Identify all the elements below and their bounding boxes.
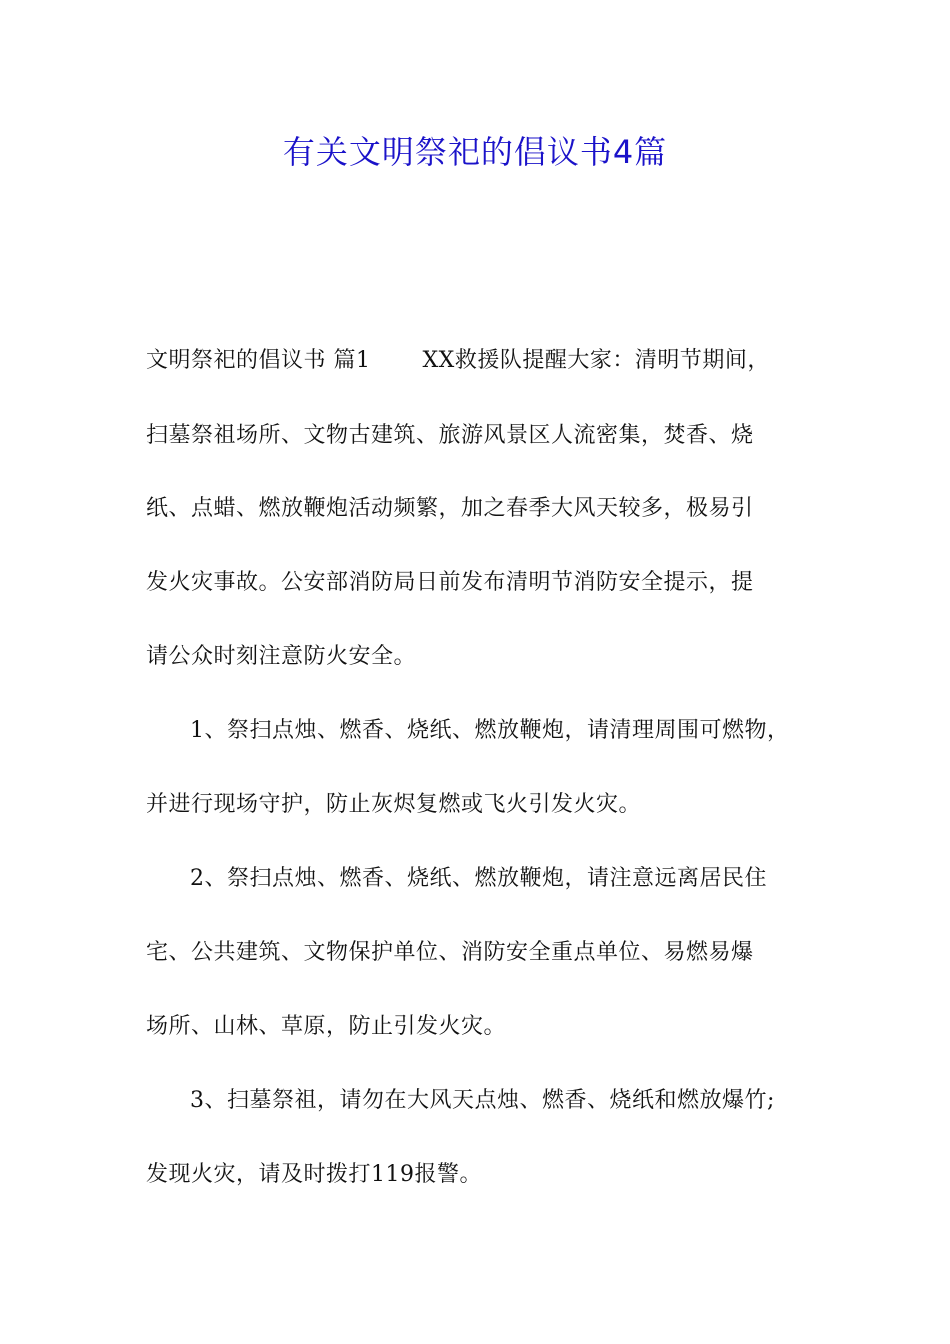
- paragraph-line-4: 发火灾事故。公安部消防局日前发布清明节消防安全提示，提: [146, 570, 754, 595]
- paragraph-line-2: 扫墓祭祖场所、文物古建筑、旅游风景区人流密集，焚香、烧: [146, 423, 754, 448]
- list-item-2-line-1: 2、祭扫点烛、燃香、烧纸、燃放鞭炮，请注意远离居民住: [190, 866, 767, 891]
- list-item-1-line-2: 并进行现场守护，防止灰烬复燃或飞火引发火灾。: [146, 792, 642, 817]
- list-item-3-line-2: 发现火灾，请及时拨打119报警。: [146, 1162, 482, 1187]
- paragraph-line-5: 请公众时刻注意防火安全。: [146, 644, 417, 669]
- list-item-1-line-1: 1、祭扫点烛、燃香、烧纸、燃放鞭炮，请清理周围可燃物，: [190, 718, 790, 743]
- list-item-3-line-1: 3、扫墓祭祖，请勿在大风天点烛、燃香、烧纸和燃放爆竹;: [190, 1088, 775, 1113]
- paragraph-line-1: [146, 346, 770, 376]
- section-heading: 文明祭祀的倡议书 篇1: [146, 348, 371, 373]
- paragraph-line-3: 纸、点蜡、燃放鞭炮活动频繁，加之春季大风天较多，极易引: [146, 496, 754, 521]
- document-title: 有关文明祭祀的倡议书4篇: [282, 133, 668, 171]
- list-item-2-line-3: 场所、山林、草原，防止引发火灾。: [146, 1014, 507, 1039]
- list-item-2-line-2: 宅、公共建筑、文物保护单位、消防安全重点单位、易燃易爆: [146, 940, 754, 965]
- intro-text: XX救援队提醒大家：清明节期间，: [422, 348, 770, 373]
